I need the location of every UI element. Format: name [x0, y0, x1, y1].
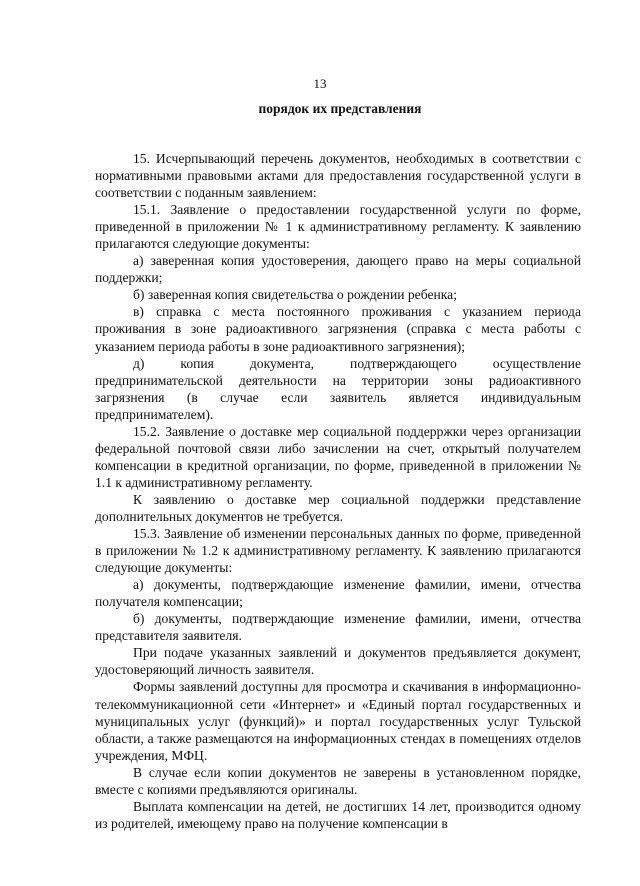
paragraph-children: Выплата компенсации на детей, не достигших 14 лет, производится одному из родителей, имеющему право на получение компенсации в	[95, 798, 581, 831]
section-heading: порядок их представления	[258, 101, 422, 116]
paragraph-15-3: 15.3. Заявление об изменении персональных данных по форме, приведенной в приложении № 1.2 к административному регламенту. К заявлению прилагаются следующие документы:	[95, 526, 581, 576]
paragraph-forms: Формы заявлений доступны для просмотра и скачивания в информационно-телекоммуникационной сети «Интернет» и «Единый портал государственных и муниципальных услуг (функций)» и портал государственных услуг Тульской области, а также размещаются на информационных стендах в помещениях отделов учреждения, МФЦ.	[95, 679, 581, 763]
page-number: 13	[313, 76, 327, 91]
paragraph-copies: В случае если копии документов не заверены в установленном порядке, вместе с копиями предъявляются оригиналы.	[95, 764, 581, 797]
list-item-b-2: б) документы, подтверждающие изменение фамилии, имени, отчества представителя заявителя.	[95, 611, 581, 644]
paragraph-15-2: 15.2. Заявление о доставке мер социальной поддерржки через организации федеральной почтовой связи либо зачислении на счет, открытый получателем компенсации в кредитной организации, по форме, приведенной в приложении № 1.1 к административному регламенту.	[95, 423, 581, 490]
list-item-b: б) заверенная копия свидетельства о рождении ребенка;	[133, 287, 457, 303]
document-body	[95, 150, 581, 832]
list-item-a: а) заверенная копия удостоверения, дающего право на меры социальной поддержки;	[95, 253, 581, 286]
paragraph-identity: При подаче указанных заявлений и документов предъявляется документ, удостоверяющий личность заявителя.	[95, 645, 581, 678]
paragraph-15-1: 15.1. Заявление о предоставлении государственной услуги по форме, приведенной в приложении № 1 к административному регламенту. К заявлению прилагаются следующие документы:	[95, 202, 581, 252]
list-item-a-2: а) документы, подтверждающие изменение фамилии, имени, отчества получателя компенсации;	[95, 577, 581, 610]
paragraph-delivery-note: К заявлению о доставке мер социальной поддержки представление дополнительных документов не требуется.	[95, 491, 581, 524]
list-item-v: в) справка с места постоянного проживания с указанием периода проживания в зоне радиоактивного загрязнения (справка с места работы с указанием периода работы в зоне радиоактивного загрязнения);	[95, 304, 581, 354]
list-item-d: д) копия документа, подтверждающего осуществление предпринимательской деятельности на территории зоны радиоактивного загрязнения (в случае если заявитель является индивидуальным предпринимателем).	[95, 355, 581, 422]
paragraph-15: 15. Исчерпывающий перечень документов, необходимых в соответствии с нормативными правовыми актами для предоставления государственной услуги в соответствии с поданным заявлением:	[95, 151, 581, 201]
